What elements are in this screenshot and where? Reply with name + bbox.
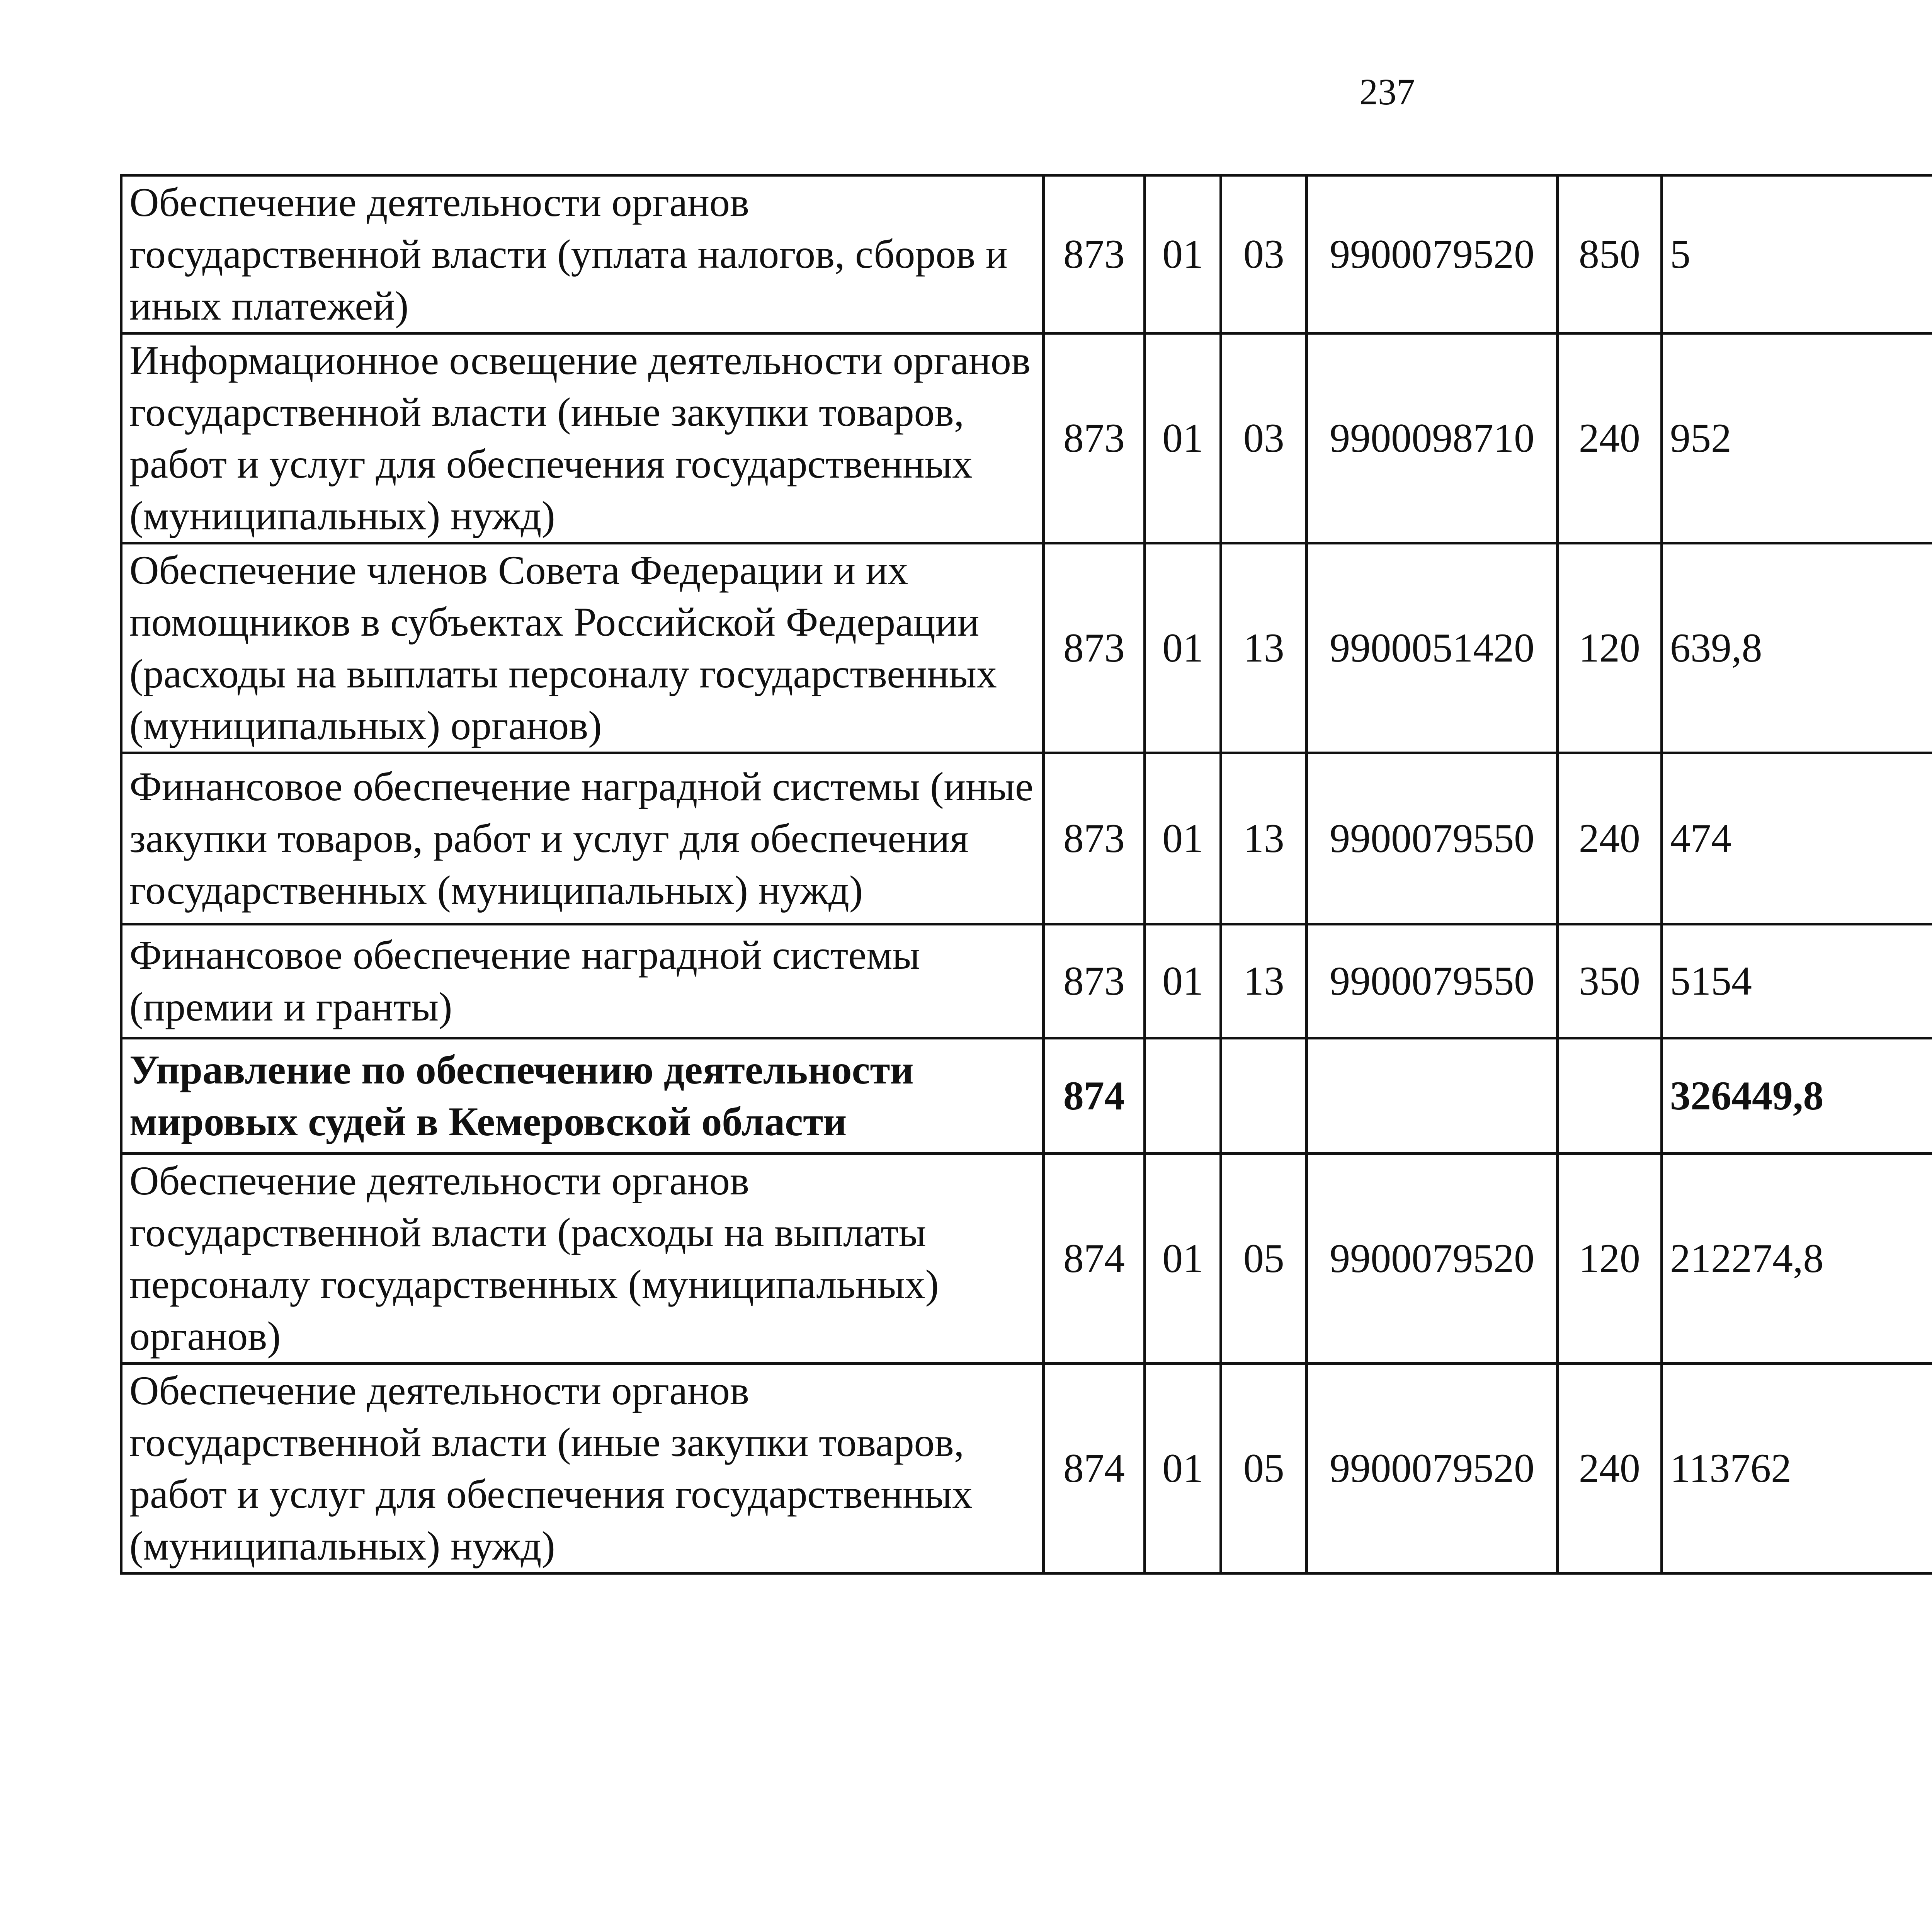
department-name: Управление по обеспечению деятельности мировых судей в Кемеровской области <box>121 1038 1044 1154</box>
budget-table <box>120 174 1932 1575</box>
expense-name: Обеспечение деятельности органов государственной власти (расходы на выплаты персоналу государственных (муниципальных) органов) <box>121 1154 1044 1364</box>
amount-year-1: 113762 <box>1662 1364 1932 1573</box>
section-code: 01 <box>1145 924 1221 1038</box>
table-row <box>121 1154 1932 1364</box>
section-code: 01 <box>1145 753 1221 924</box>
target-article-code: 9900051420 <box>1307 543 1558 753</box>
table-row <box>121 543 1932 753</box>
subsection-code <box>1221 1038 1307 1154</box>
ministry-code: 874 <box>1043 1154 1145 1364</box>
expense-name: Финансовое обеспечение наградной системы (премии и гранты) <box>121 924 1044 1038</box>
ministry-code: 873 <box>1043 543 1145 753</box>
amount-year-1: 639,8 <box>1662 543 1932 753</box>
ministry-code: 874 <box>1043 1364 1145 1573</box>
section-code: 01 <box>1145 175 1221 333</box>
ministry-code: 873 <box>1043 333 1145 543</box>
table-row <box>121 924 1932 1038</box>
expense-type-code: 240 <box>1557 753 1662 924</box>
expense-type-code: 350 <box>1557 924 1662 1038</box>
expense-type-code: 240 <box>1557 333 1662 543</box>
target-article-code: 9900079550 <box>1307 924 1558 1038</box>
page-number: 237 <box>1359 71 1415 112</box>
ministry-code: 873 <box>1043 924 1145 1038</box>
expense-name: Информационное освещение деятельности органов государственной власти (иные закупки товаров, работ и услуг для обеспечения государственных (муниципальных) нужд) <box>121 333 1044 543</box>
target-article-code: 9900079520 <box>1307 1364 1558 1573</box>
amount-year-1: 952 <box>1662 333 1932 543</box>
amount-year-1: 474 <box>1662 753 1932 924</box>
amount-year-1: 212274,8 <box>1662 1154 1932 1364</box>
subsection-code: 13 <box>1221 753 1307 924</box>
expense-name: Обеспечение членов Совета Федерации и их помощников в субъектах Российской Федерации (расходы на выплаты персоналу государственных (муниципальных) органов) <box>121 543 1044 753</box>
table-row <box>121 333 1932 543</box>
target-article-code: 9900098710 <box>1307 333 1558 543</box>
ministry-code: 873 <box>1043 753 1145 924</box>
subsection-code: 13 <box>1221 543 1307 753</box>
amount-year-1: 326449,8 <box>1662 1038 1932 1154</box>
section-code: 01 <box>1145 1154 1221 1364</box>
target-article-code <box>1307 1038 1558 1154</box>
expense-name: Обеспечение деятельности органов государственной власти (уплата налогов, сборов и иных платежей) <box>121 175 1044 333</box>
expense-name: Обеспечение деятельности органов государственной власти (иные закупки товаров, работ и услуг для обеспечения государственных (муниципальных) нужд) <box>121 1364 1044 1573</box>
amount-year-1: 5 <box>1662 175 1932 333</box>
expense-type-code: 240 <box>1557 1364 1662 1573</box>
section-code <box>1145 1038 1221 1154</box>
target-article-code: 9900079550 <box>1307 753 1558 924</box>
amount-year-1: 5154 <box>1662 924 1932 1038</box>
ministry-code: 873 <box>1043 175 1145 333</box>
expense-type-code <box>1557 1038 1662 1154</box>
target-article-code: 9900079520 <box>1307 1154 1558 1364</box>
subsection-code: 03 <box>1221 333 1307 543</box>
subsection-code: 05 <box>1221 1364 1307 1573</box>
table-row-department-total <box>121 1038 1932 1154</box>
subsection-code: 03 <box>1221 175 1307 333</box>
section-code: 01 <box>1145 1364 1221 1573</box>
section-code: 01 <box>1145 333 1221 543</box>
expense-type-code: 120 <box>1557 543 1662 753</box>
subsection-code: 13 <box>1221 924 1307 1038</box>
table-row <box>121 1364 1932 1573</box>
table-row <box>121 753 1932 924</box>
expense-name: Финансовое обеспечение наградной системы (иные закупки товаров, работ и услуг для обеспечения государственных (муниципальных) нужд) <box>121 753 1044 924</box>
expense-type-code: 120 <box>1557 1154 1662 1364</box>
section-code: 01 <box>1145 543 1221 753</box>
expense-type-code: 850 <box>1557 175 1662 333</box>
ministry-code: 874 <box>1043 1038 1145 1154</box>
table-row <box>121 175 1932 333</box>
target-article-code: 9900079520 <box>1307 175 1558 333</box>
subsection-code: 05 <box>1221 1154 1307 1364</box>
